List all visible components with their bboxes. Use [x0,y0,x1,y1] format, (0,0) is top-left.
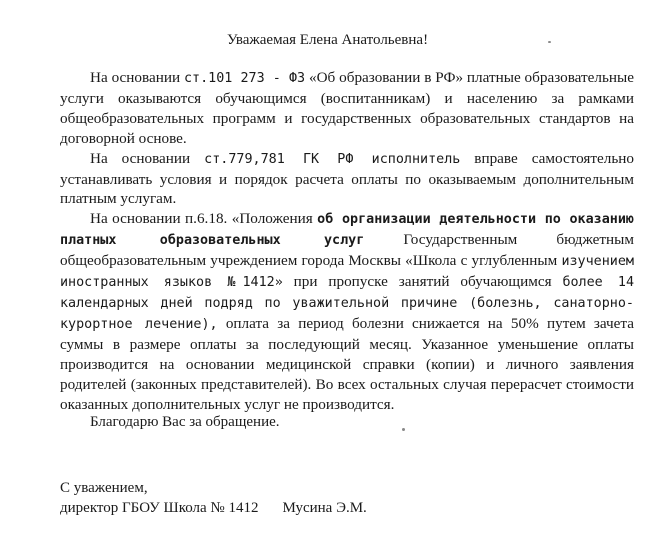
signature-line [60,498,367,518]
p1-rest: «Об образовании в РФ» платные образовательные услуги оказываются обучающимся (воспитанникам) и населению за рамками общеобразовательных программ и государственных образовательных стандартов на договорной основе. [60,69,634,147]
p3-text-1: Государственным бюджетным общеобразовательным учреждением города Москвы «Школа с углубленным [60,231,634,270]
scan-speck [548,41,551,43]
p3-text-3: оплата за период болезни снижается на 50% путем зачета суммы в размере оплаты за последующий месяц. Указанное уменьшение оплаты производится на основании медицинской справки (копии) и личного заявления родителей (законных представителей). Во всех остальных случая перерасчет стоимости оказанных дополнительных услуг не производится. [60,314,634,413]
closing-line: С уважением, [60,480,148,496]
signature-name: Мусина Э.М. [282,500,367,516]
thanks-line: Благодарю Вас за обращение. [90,414,280,430]
p1-law-reference: ст.101 273 - ФЗ [183,71,306,86]
closing-block [60,478,367,518]
p3-text-2: при пропуске занятий обучающимся [282,273,563,291]
p3-lead: На основании [90,210,186,228]
signature-title: директор ГБОУ Школа № 1412 [60,500,259,516]
p3-mono-2: более 14 календарных дней подряд по уважительной причине (болезнь, санаторно-курортное лечение), [60,275,635,332]
scan-speck [402,428,405,431]
letter-body [60,68,634,414]
paragraph-3 [60,209,634,414]
p3-quote-open: «Положения [227,210,318,228]
paragraph-1 [60,68,634,149]
p1-lead: На основании [90,69,184,86]
p2-law-reference: ст.779,781 ГК РФ исполнитель [204,151,461,167]
p2-lead: На основании [90,149,205,167]
letter-greeting: Уважаемая Елена Анатольевна! [226,32,429,48]
p3-bold-title: об организации деятельности по оказанию платных образовательных услуг [60,212,634,249]
p2-mid: вправе [460,149,532,167]
paragraph-2 [60,149,634,210]
p3-mono-1: изучением иностранных языков №1412» [60,254,634,291]
p2-rest: самостоятельно устанавливать условия и порядок расчета оплаты по оказываемым дополнительным платным услугам. [60,149,635,208]
p3-clause-reference: п.6.18. [185,210,228,228]
